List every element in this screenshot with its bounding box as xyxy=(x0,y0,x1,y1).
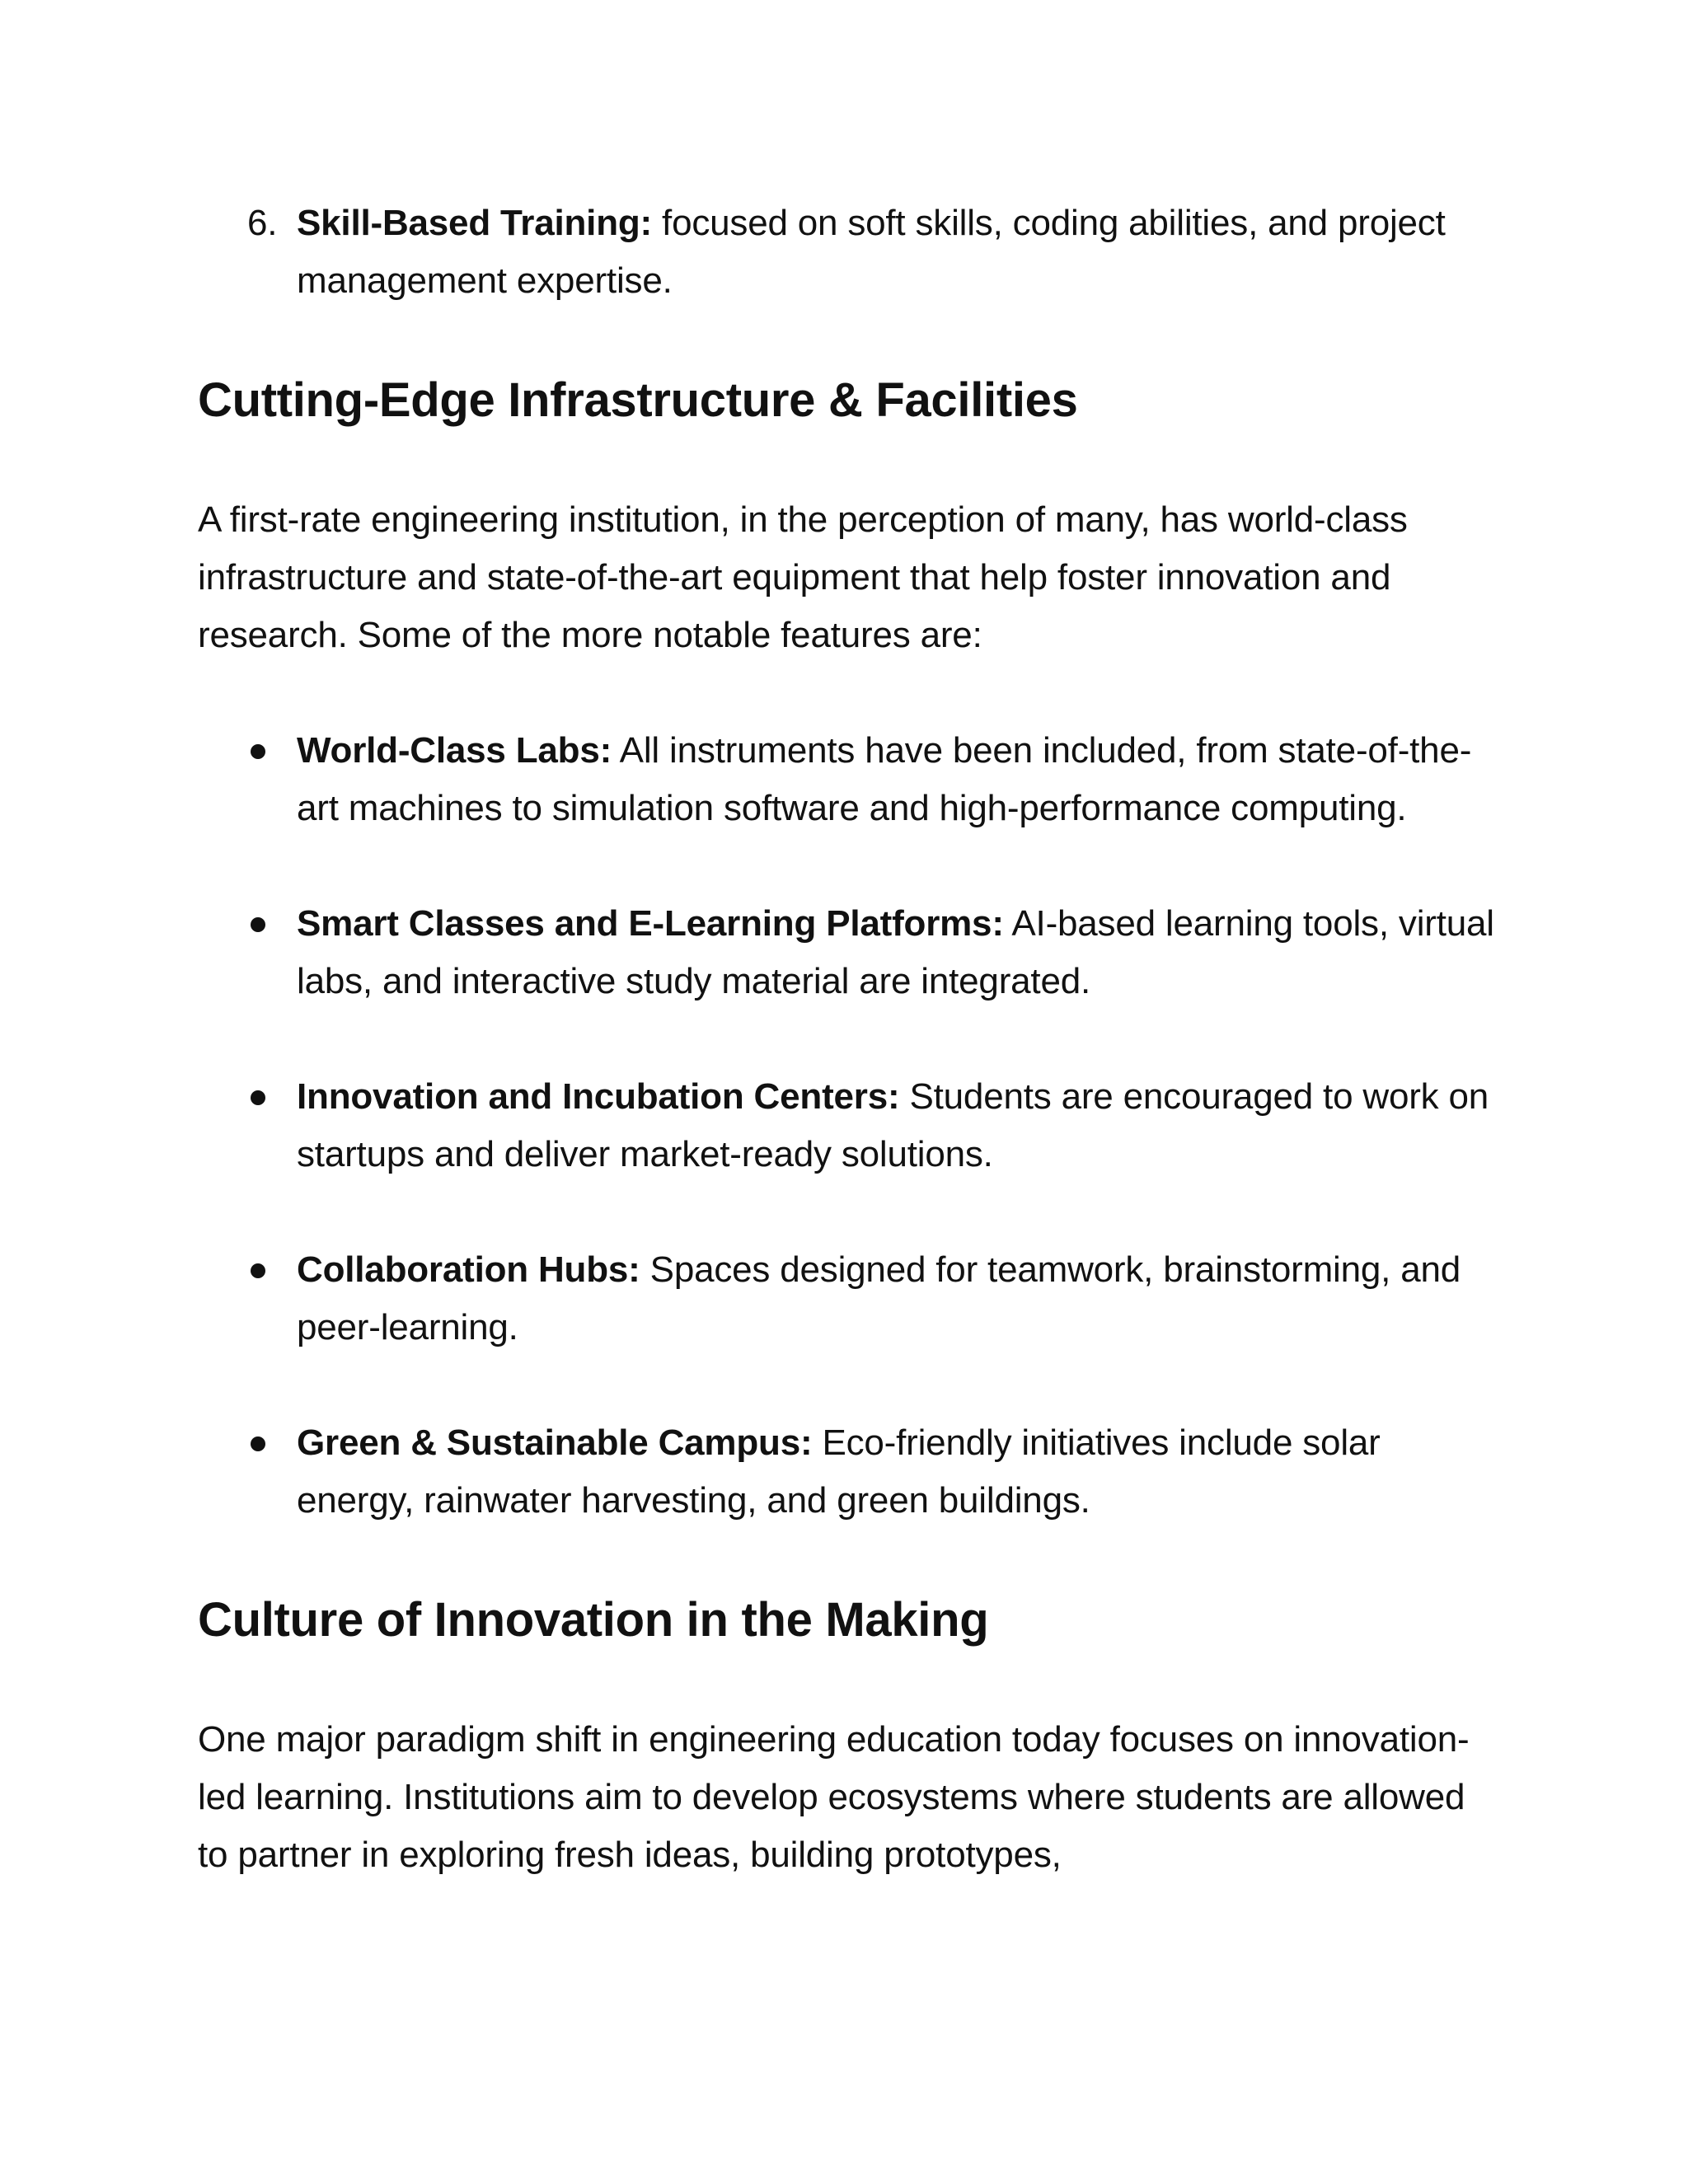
item-label: Innovation and Incubation Centers: xyxy=(297,1076,900,1117)
bullet-icon xyxy=(251,1436,265,1451)
section-heading-culture: Culture of Innovation in the Making xyxy=(198,1593,989,1647)
facilities-list xyxy=(198,722,1500,1530)
list-number: 6. xyxy=(247,203,278,243)
item-text: All instruments have been included, from state-of-the-art machines to simulation software and high-performance computing. xyxy=(297,730,1472,828)
culture-intro-paragraph: One major paradigm shift in engineering education today focuses on innovation-led learning. Institutions aim to develop ecosystems where students are allowed to partner in exploring fresh ideas, building prototypes, xyxy=(198,1719,1470,1875)
item-label: Collaboration Hubs: xyxy=(297,1249,640,1290)
item-text: focused on soft skills, coding abilities, and project management expertise. xyxy=(297,203,1446,301)
list-item xyxy=(198,895,1500,1010)
bullet-icon xyxy=(251,1263,265,1278)
item-label: Green & Sustainable Campus: xyxy=(297,1422,813,1463)
list-item xyxy=(198,1241,1500,1357)
numbered-list-item xyxy=(198,194,1500,310)
bullet-icon xyxy=(251,917,265,932)
infrastructure-intro-paragraph: A first-rate engineering institution, in the perception of many, has world-class infrastructure and state-of-the-art equipment that help foster innovation and research. Some of the more notable features are: xyxy=(198,499,1408,655)
item-label: Skill-Based Training: xyxy=(297,203,653,243)
list-item xyxy=(198,1414,1500,1530)
item-text: Eco-friendly initiatives include solar energy, rainwater harvesting, and green buildings. xyxy=(297,1422,1381,1521)
item-label: Smart Classes and E-Learning Platforms: xyxy=(297,903,1004,944)
section-heading-infrastructure: Cutting-Edge Infrastructure & Facilities xyxy=(198,373,1078,427)
item-text: AI-based learning tools, virtual labs, and interactive study material are integrated. xyxy=(297,903,1494,1001)
item-text: Spaces designed for teamwork, brainstorming, and peer-learning. xyxy=(297,1249,1461,1347)
item-text: Students are encouraged to work on startups and deliver market-ready solutions. xyxy=(297,1076,1489,1174)
bullet-icon xyxy=(251,1090,265,1105)
document-body xyxy=(198,194,1500,1884)
item-label: World-Class Labs: xyxy=(297,730,612,771)
list-item xyxy=(198,722,1500,837)
list-item xyxy=(198,1068,1500,1183)
bullet-icon xyxy=(251,744,265,759)
